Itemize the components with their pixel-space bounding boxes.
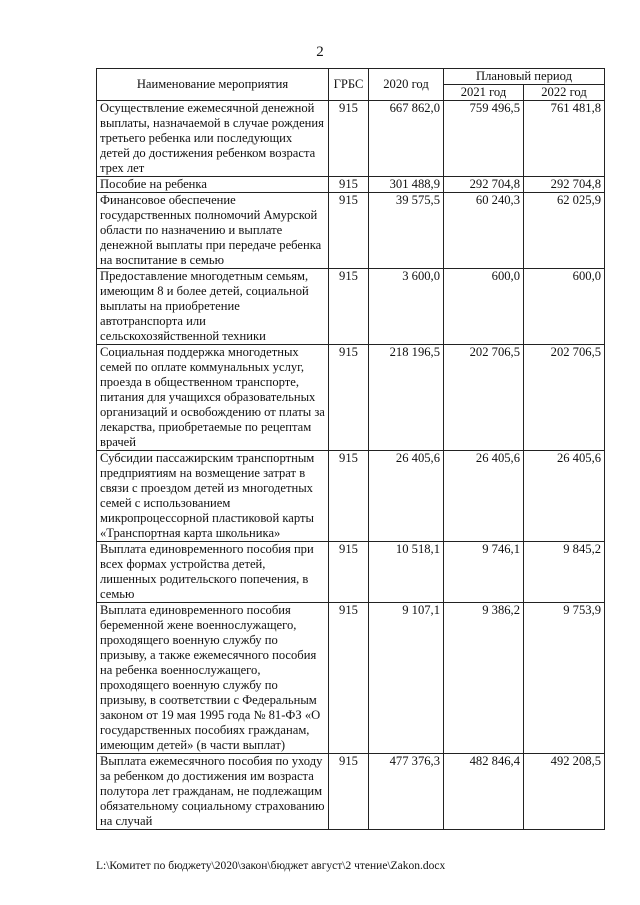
- row-grbs: 915: [329, 193, 369, 269]
- row-name: Выплата единовременного пособия при всех формах устройства детей, лишенных родительского попечения, в семью: [97, 542, 329, 603]
- table-row: [97, 177, 605, 193]
- row-grbs: 915: [329, 451, 369, 542]
- row-2022: 9 845,2: [524, 542, 605, 603]
- row-2021: 9 746,1: [444, 542, 524, 603]
- row-2022: 202 706,5: [524, 345, 605, 451]
- budget-table: [96, 68, 605, 830]
- header-grbs: ГРБС: [329, 69, 369, 101]
- row-2022: 292 704,8: [524, 177, 605, 193]
- row-2021: 9 386,2: [444, 603, 524, 754]
- header-planned-period: Плановый период: [444, 69, 605, 85]
- header-2022: 2022 год: [524, 85, 605, 101]
- row-name: Выплата единовременного пособия беременной жене военнослужащего, проходящего военную службу по призыву, а также ежемесячного пособия на ребенка военнослужащего, проходящего военную службу по призыву, в соответствии с Федеральным законом от 19 мая 1995 года № 81-ФЗ «О государственных пособиях гражданам, имеющим детей» (в части выплат): [97, 603, 329, 754]
- row-grbs: 915: [329, 269, 369, 345]
- table-row: [97, 345, 605, 451]
- row-name: Предоставление многодетным семьям, имеющим 8 и более детей, социальной выплаты на приобретение автотранспорта или сельскохозяйственной техники: [97, 269, 329, 345]
- row-2021: 26 405,6: [444, 451, 524, 542]
- row-grbs: 915: [329, 101, 369, 177]
- row-2021: 759 496,5: [444, 101, 524, 177]
- row-grbs: 915: [329, 345, 369, 451]
- row-2021: 292 704,8: [444, 177, 524, 193]
- row-name: Финансовое обеспечение государственных полномочий Амурской области по назначению и выплате денежной выплаты при передаче ребенка на воспитание в семью: [97, 193, 329, 269]
- row-2020: 477 376,3: [369, 754, 444, 830]
- row-grbs: 915: [329, 177, 369, 193]
- header-row: [97, 69, 605, 85]
- header-name: Наименование мероприятия: [97, 69, 329, 101]
- row-2021: 482 846,4: [444, 754, 524, 830]
- row-2020: 301 488,9: [369, 177, 444, 193]
- row-2020: 3 600,0: [369, 269, 444, 345]
- table-row: [97, 269, 605, 345]
- row-2021: 60 240,3: [444, 193, 524, 269]
- row-name: Пособие на ребенка: [97, 177, 329, 193]
- file-path-footer: L:\Комитет по бюджету\2020\закон\бюджет август\2 чтение\Zakon.docx: [96, 860, 446, 872]
- header-2021: 2021 год: [444, 85, 524, 101]
- row-name: Социальная поддержка многодетных семей по оплате коммунальных услуг, проезда в общественном транспорте, питания для учащихся образовательных организаций и освобождению от платы за лекарства, приобретаемые по рецептам врачей: [97, 345, 329, 451]
- row-2020: 10 518,1: [369, 542, 444, 603]
- row-2022: 26 405,6: [524, 451, 605, 542]
- table-row: [97, 603, 605, 754]
- table-row: [97, 754, 605, 830]
- row-2021: 600,0: [444, 269, 524, 345]
- row-2020: 39 575,5: [369, 193, 444, 269]
- row-grbs: 915: [329, 542, 369, 603]
- row-2022: 9 753,9: [524, 603, 605, 754]
- row-name: Выплата ежемесячного пособия по уходу за ребенком до достижения им возраста полутора лет гражданам, не подлежащим обязательному социальному страхованию на случай: [97, 754, 329, 830]
- table-row: [97, 542, 605, 603]
- row-2020: 9 107,1: [369, 603, 444, 754]
- row-2021: 202 706,5: [444, 345, 524, 451]
- row-grbs: 915: [329, 603, 369, 754]
- row-name: Осуществление ежемесячной денежной выплаты, назначаемой в случае рождения третьего ребенка или последующих детей до достижения ребенком возраста трех лет: [97, 101, 329, 177]
- row-2022: 761 481,8: [524, 101, 605, 177]
- table-row: [97, 101, 605, 177]
- row-2020: 667 862,0: [369, 101, 444, 177]
- page-number: 2: [316, 44, 324, 60]
- header-2020: 2020 год: [369, 69, 444, 101]
- row-2022: 600,0: [524, 269, 605, 345]
- row-grbs: 915: [329, 754, 369, 830]
- table-row: [97, 193, 605, 269]
- row-2022: 62 025,9: [524, 193, 605, 269]
- row-name: Субсидии пассажирским транспортным предприятиям на возмещение затрат в связи с проездом детей из многодетных семей с использованием микропроцессорной пластиковой карты «Транспортная карта школьника»: [97, 451, 329, 542]
- table-row: [97, 451, 605, 542]
- row-2022: 492 208,5: [524, 754, 605, 830]
- row-2020: 26 405,6: [369, 451, 444, 542]
- row-2020: 218 196,5: [369, 345, 444, 451]
